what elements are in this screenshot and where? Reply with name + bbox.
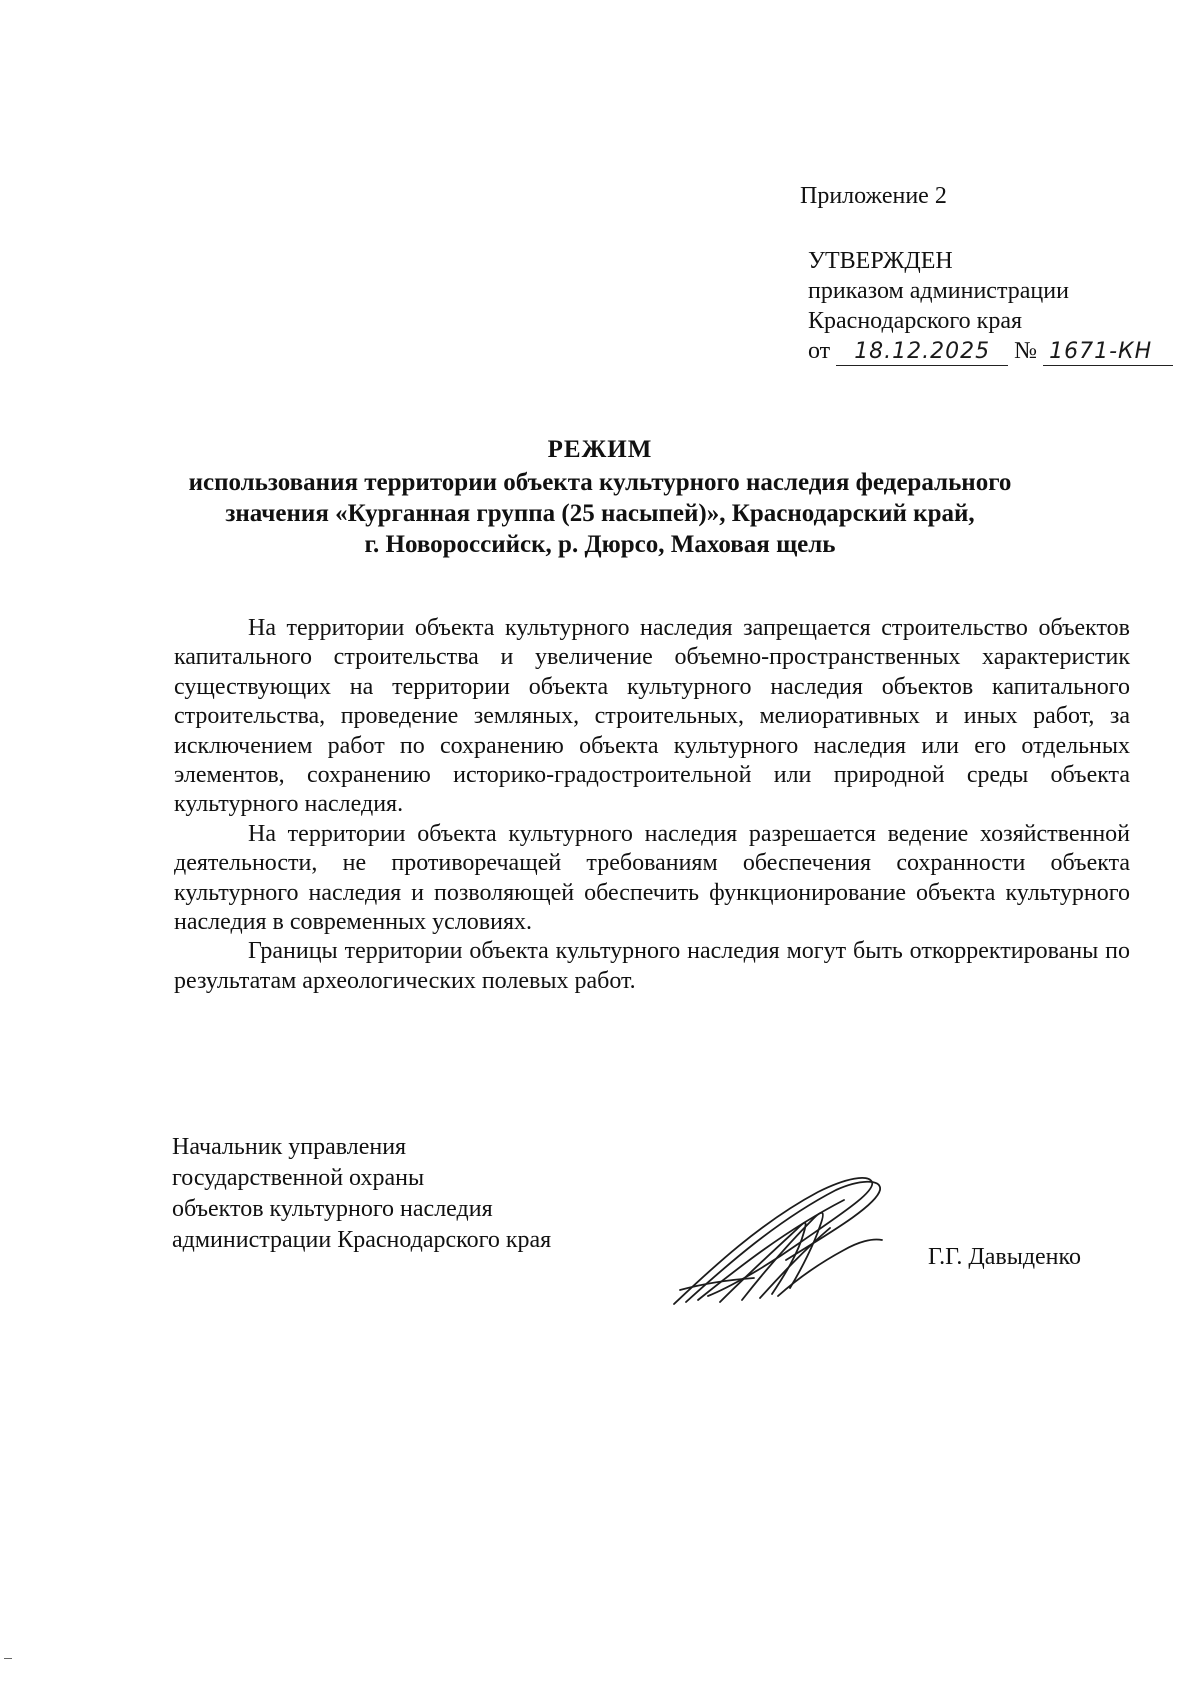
signatory-position [172,1132,551,1256]
body-paragraph-3: Границы территории объекта культурного наследия могут быть откорректированы по результатам археологических полевых работ. [174,938,1130,994]
handwritten-signature [668,1172,890,1310]
title-line-3: г. Новороссийск, р. Дюрсо, Маховая щель [364,531,836,558]
body-paragraph-1: На территории объекта культурного наследия запрещается строительство объектов капитального строительства и увеличение объемно-пространственных характеристик существующих на территории объекта культурного наследия объектов капитального строительства, проведение земляных, строительных, мелиоративных и иных работ, за исключением работ по сохранению объекта культурного наследия или его отдельных элементов, сохранению историко-градостроительной или природной среды объекта культурного наследия. [174,615,1130,818]
body-paragraph-2: На территории объекта культурного наследия разрешается ведение хозяйственной деятельности, не противоречащей требованиям обеспечения сохранности объекта культурного наследия и позволяющей обеспечить функционирование объекта культурного наследия в современных условиях. [174,820,1130,936]
document-title [130,434,1070,560]
approval-stamp-block [808,246,1173,366]
signatory-position-line-1: Начальник управления [172,1134,407,1160]
order-date-handwritten: 18.12.2025 [836,339,1008,366]
approved-region: Краснодарского края [808,308,1023,334]
approved-heading: УТВЕРЖДЕН [808,248,953,274]
title-line-1: использования территории объекта культурного наследия федерального [188,469,1012,496]
signatory-position-line-2: государственной охраны [172,1165,425,1191]
scan-margin-mark [4,1658,12,1659]
order-date-number-line [808,336,1173,366]
approved-by-order: приказом администрации [808,278,1069,304]
title-regime: РЕЖИМ [547,436,653,463]
date-prefix: от [808,338,831,364]
signatory-position-line-3: объектов культурного наследия [172,1196,493,1222]
order-number-handwritten: 1671-КН [1043,339,1173,366]
signer-name: Г.Г. Давыденко [928,1244,1081,1270]
appendix-label: Приложение 2 [800,183,947,209]
title-line-2: значения «Курганная группа (25 насыпей)», Краснодарский край, [225,500,975,527]
signatory-position-line-4: администрации Краснодарского края [172,1227,552,1253]
number-prefix: № [1014,338,1038,364]
document-body [174,614,1130,996]
